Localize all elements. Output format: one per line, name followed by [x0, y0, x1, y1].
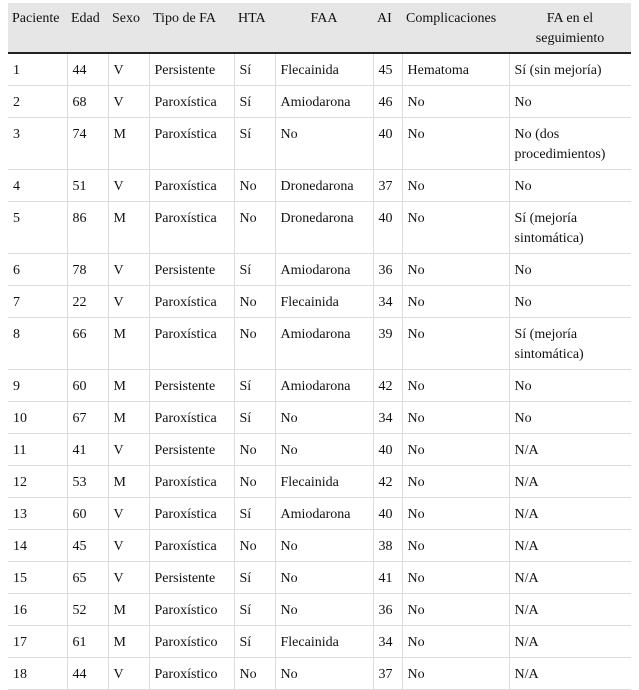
cell-paciente: 13 — [8, 498, 67, 530]
table-row — [8, 254, 631, 286]
cell-tipo-fa: Paroxística — [149, 402, 234, 434]
cell-hta: No — [234, 658, 275, 690]
cell-complicaciones: No — [402, 170, 509, 202]
cell-faa: No — [275, 530, 373, 562]
table-row — [8, 286, 631, 318]
cell-complicaciones: No — [402, 434, 509, 466]
header-sexo: Sexo — [108, 3, 149, 53]
cell-paciente: 12 — [8, 466, 67, 498]
cell-faa: No — [275, 434, 373, 466]
table-row — [8, 466, 631, 498]
cell-hta: No — [234, 530, 275, 562]
cell-edad: 52 — [67, 594, 108, 626]
table-row — [8, 530, 631, 562]
cell-fa-seguimiento: Sí (mejoría sintomática) — [509, 318, 631, 370]
cell-ai: 39 — [373, 318, 402, 370]
cell-sexo: V — [108, 86, 149, 118]
cell-hta: Sí — [234, 594, 275, 626]
cell-paciente: 15 — [8, 562, 67, 594]
cell-tipo-fa: Paroxística — [149, 202, 234, 254]
cell-fa-seguimiento: No — [509, 254, 631, 286]
cell-faa: Amiodarona — [275, 370, 373, 402]
header-paciente: Paciente — [8, 3, 67, 53]
cell-tipo-fa: Persistente — [149, 562, 234, 594]
cell-fa-seguimiento: N/A — [509, 658, 631, 690]
cell-ai: 42 — [373, 370, 402, 402]
table-row — [8, 498, 631, 530]
cell-paciente: 16 — [8, 594, 67, 626]
cell-edad: 45 — [67, 530, 108, 562]
cell-hta: No — [234, 466, 275, 498]
cell-sexo: M — [108, 626, 149, 658]
cell-hta: No — [234, 202, 275, 254]
cell-complicaciones: No — [402, 466, 509, 498]
cell-ai: 40 — [373, 202, 402, 254]
cell-paciente: 11 — [8, 434, 67, 466]
table-row — [8, 318, 631, 370]
cell-sexo: M — [108, 202, 149, 254]
cell-edad: 67 — [67, 402, 108, 434]
cell-complicaciones: No — [402, 286, 509, 318]
cell-tipo-fa: Persistente — [149, 434, 234, 466]
cell-tipo-fa: Paroxística — [149, 498, 234, 530]
cell-fa-seguimiento: N/A — [509, 626, 631, 658]
cell-tipo-fa: Paroxística — [149, 318, 234, 370]
table-row — [8, 202, 631, 254]
cell-ai: 36 — [373, 254, 402, 286]
cell-paciente: 3 — [8, 118, 67, 170]
cell-faa: Dronedarona — [275, 202, 373, 254]
cell-complicaciones: No — [402, 370, 509, 402]
table-row — [8, 86, 631, 118]
cell-faa: No — [275, 118, 373, 170]
table-row — [8, 594, 631, 626]
cell-edad: 61 — [67, 626, 108, 658]
cell-fa-seguimiento: No (dos procedimientos) — [509, 118, 631, 170]
cell-edad: 60 — [67, 498, 108, 530]
cell-hta: No — [234, 318, 275, 370]
table-row — [8, 118, 631, 170]
cell-paciente: 2 — [8, 86, 67, 118]
cell-hta: Sí — [234, 402, 275, 434]
cell-hta: No — [234, 170, 275, 202]
cell-paciente: 8 — [8, 318, 67, 370]
cell-sexo: M — [108, 370, 149, 402]
cell-paciente: 14 — [8, 530, 67, 562]
cell-hta: No — [234, 286, 275, 318]
cell-complicaciones: No — [402, 318, 509, 370]
cell-sexo: V — [108, 658, 149, 690]
cell-edad: 86 — [67, 202, 108, 254]
cell-edad: 65 — [67, 562, 108, 594]
patients-table — [8, 3, 631, 690]
cell-sexo: M — [108, 318, 149, 370]
cell-paciente: 1 — [8, 53, 67, 86]
cell-tipo-fa: Persistente — [149, 53, 234, 86]
header-fa-seguimiento: FA en el seguimiento — [509, 3, 631, 53]
cell-tipo-fa: Paroxística — [149, 530, 234, 562]
header-row — [8, 3, 631, 53]
cell-fa-seguimiento: No — [509, 402, 631, 434]
cell-complicaciones: No — [402, 658, 509, 690]
table-body — [8, 53, 631, 690]
cell-fa-seguimiento: No — [509, 286, 631, 318]
table-row — [8, 626, 631, 658]
cell-tipo-fa: Paroxística — [149, 286, 234, 318]
cell-paciente: 4 — [8, 170, 67, 202]
cell-complicaciones: No — [402, 530, 509, 562]
cell-hta: Sí — [234, 254, 275, 286]
table-row — [8, 53, 631, 86]
cell-fa-seguimiento: No — [509, 170, 631, 202]
cell-paciente: 5 — [8, 202, 67, 254]
cell-edad: 68 — [67, 86, 108, 118]
cell-ai: 37 — [373, 658, 402, 690]
cell-paciente: 9 — [8, 370, 67, 402]
header-faa: FAA — [275, 3, 373, 53]
cell-faa: Flecainida — [275, 286, 373, 318]
header-ai: AI — [373, 3, 402, 53]
header-hta: HTA — [234, 3, 275, 53]
table-row — [8, 402, 631, 434]
cell-hta: Sí — [234, 86, 275, 118]
cell-complicaciones: No — [402, 118, 509, 170]
cell-paciente: 6 — [8, 254, 67, 286]
header-edad: Edad — [67, 3, 108, 53]
cell-complicaciones: No — [402, 562, 509, 594]
cell-tipo-fa: Paroxística — [149, 118, 234, 170]
cell-complicaciones: No — [402, 202, 509, 254]
cell-ai: 37 — [373, 170, 402, 202]
cell-hta: Sí — [234, 562, 275, 594]
cell-sexo: M — [108, 594, 149, 626]
cell-fa-seguimiento: N/A — [509, 466, 631, 498]
cell-complicaciones: No — [402, 594, 509, 626]
cell-complicaciones: No — [402, 254, 509, 286]
cell-paciente: 17 — [8, 626, 67, 658]
cell-fa-seguimiento: N/A — [509, 594, 631, 626]
cell-fa-seguimiento: Sí (sin mejoría) — [509, 53, 631, 86]
cell-edad: 53 — [67, 466, 108, 498]
cell-sexo: V — [108, 254, 149, 286]
cell-ai: 34 — [373, 286, 402, 318]
cell-faa: No — [275, 562, 373, 594]
cell-sexo: V — [108, 562, 149, 594]
table-row — [8, 658, 631, 690]
cell-sexo: V — [108, 530, 149, 562]
cell-sexo: M — [108, 118, 149, 170]
cell-tipo-fa: Paroxística — [149, 170, 234, 202]
cell-edad: 51 — [67, 170, 108, 202]
cell-faa: Flecainida — [275, 53, 373, 86]
cell-faa: Flecainida — [275, 466, 373, 498]
cell-faa: No — [275, 594, 373, 626]
cell-edad: 41 — [67, 434, 108, 466]
table-row — [8, 370, 631, 402]
cell-ai: 46 — [373, 86, 402, 118]
cell-faa: Flecainida — [275, 626, 373, 658]
cell-fa-seguimiento: Sí (mejoría sintomática) — [509, 202, 631, 254]
cell-sexo: V — [108, 434, 149, 466]
cell-tipo-fa: Paroxístico — [149, 626, 234, 658]
header-complicaciones: Complicaciones — [402, 3, 509, 53]
cell-ai: 38 — [373, 530, 402, 562]
cell-edad: 44 — [67, 53, 108, 86]
cell-complicaciones: No — [402, 626, 509, 658]
cell-fa-seguimiento: No — [509, 370, 631, 402]
cell-ai: 34 — [373, 626, 402, 658]
table-row — [8, 434, 631, 466]
cell-hta: Sí — [234, 118, 275, 170]
cell-complicaciones: No — [402, 498, 509, 530]
cell-ai: 40 — [373, 434, 402, 466]
cell-edad: 60 — [67, 370, 108, 402]
cell-ai: 36 — [373, 594, 402, 626]
cell-faa: Amiodarona — [275, 498, 373, 530]
cell-sexo: V — [108, 498, 149, 530]
cell-edad: 74 — [67, 118, 108, 170]
cell-ai: 42 — [373, 466, 402, 498]
cell-edad: 78 — [67, 254, 108, 286]
cell-tipo-fa: Paroxístico — [149, 594, 234, 626]
cell-hta: Sí — [234, 53, 275, 86]
header-tipo-fa: Tipo de FA — [149, 3, 234, 53]
cell-ai: 41 — [373, 562, 402, 594]
cell-paciente: 10 — [8, 402, 67, 434]
table-row — [8, 170, 631, 202]
cell-paciente: 18 — [8, 658, 67, 690]
cell-hta: Sí — [234, 370, 275, 402]
cell-fa-seguimiento: N/A — [509, 434, 631, 466]
cell-fa-seguimiento: N/A — [509, 562, 631, 594]
cell-complicaciones: Hematoma — [402, 53, 509, 86]
cell-ai: 40 — [373, 498, 402, 530]
cell-tipo-fa: Paroxístico — [149, 658, 234, 690]
cell-faa: Amiodarona — [275, 86, 373, 118]
cell-ai: 34 — [373, 402, 402, 434]
cell-faa: Amiodarona — [275, 318, 373, 370]
cell-fa-seguimiento: N/A — [509, 498, 631, 530]
cell-fa-seguimiento: N/A — [509, 530, 631, 562]
cell-complicaciones: No — [402, 402, 509, 434]
cell-sexo: V — [108, 170, 149, 202]
cell-tipo-fa: Paroxística — [149, 466, 234, 498]
cell-tipo-fa: Persistente — [149, 254, 234, 286]
cell-edad: 66 — [67, 318, 108, 370]
cell-faa: Dronedarona — [275, 170, 373, 202]
cell-hta: Sí — [234, 626, 275, 658]
cell-sexo: M — [108, 466, 149, 498]
cell-faa: No — [275, 402, 373, 434]
cell-hta: Sí — [234, 498, 275, 530]
cell-paciente: 7 — [8, 286, 67, 318]
cell-sexo: V — [108, 286, 149, 318]
cell-ai: 40 — [373, 118, 402, 170]
cell-complicaciones: No — [402, 86, 509, 118]
cell-hta: No — [234, 434, 275, 466]
cell-edad: 22 — [67, 286, 108, 318]
cell-sexo: M — [108, 402, 149, 434]
cell-sexo: V — [108, 53, 149, 86]
cell-fa-seguimiento: No — [509, 86, 631, 118]
cell-edad: 44 — [67, 658, 108, 690]
cell-ai: 45 — [373, 53, 402, 86]
cell-tipo-fa: Persistente — [149, 370, 234, 402]
table-header — [8, 3, 631, 53]
cell-faa: No — [275, 658, 373, 690]
cell-tipo-fa: Paroxística — [149, 86, 234, 118]
cell-faa: Amiodarona — [275, 254, 373, 286]
table-row — [8, 562, 631, 594]
